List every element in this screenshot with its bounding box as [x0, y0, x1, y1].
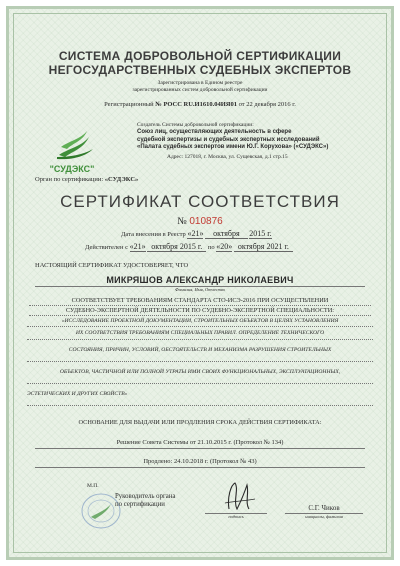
- registration-line: [9, 101, 391, 109]
- compliance-text: [29, 296, 371, 316]
- head-label: [115, 493, 175, 509]
- specialty-line2: ИХ СООТВЕТСТВИЯ ТРЕБОВАНИЯМ СПЕЦИАЛЬНЫХ ПРАВИЛ. ОПРЕДЕЛЕНИЕ ТЕХНИЧЕСКОГО: [27, 327, 373, 340]
- number-prefix: №: [177, 216, 187, 227]
- basis-rule2: [35, 467, 365, 468]
- compliance-line2: СУДЕБНО-ЭКСПЕРТНОЙ ДЕЯТЕЛЬНОСТИ ПО СУДЕБНО-ЭКСПЕРТНОЙ СПЕЦИАЛЬНОСТИ:: [29, 306, 371, 316]
- valid-from-day: «21»: [129, 242, 146, 251]
- certificate-number-line: [9, 216, 391, 227]
- valid-to-day: «20»: [216, 242, 233, 251]
- entry-date-label: Дата внесения в Реестр: [121, 231, 186, 238]
- signer-name: С.Г. Чиков: [308, 504, 340, 512]
- compliance-line1: СООТВЕТСТВУЕТ ТРЕБОВАНИЯМ СТАНДАРТА СТО-ИСЭ-2016 ПРИ ОСУЩЕСТВЛЕНИИ: [29, 296, 371, 306]
- handwritten-signature: [221, 479, 257, 513]
- certificate-title: СЕРТИФИКАТ СООТВЕТСТВИЯ: [60, 192, 340, 211]
- system-title-line2: НЕГОСУДАРСТВЕННЫХ СУДЕБНЫХ ЭКСПЕРТОВ: [48, 63, 352, 77]
- basis-label: ОСНОВАНИЕ ДЛЯ ВЫДАЧИ ИЛИ ПРОДЛЕНИЯ СРОКА ДЕЙСТВИЯ СЕРТИФИКАТА:: [78, 419, 322, 426]
- head-label-line2: по сертификации: [115, 501, 165, 508]
- creator-line3: «Палата судебных экспертов имени Ю.Г. Корухова» («СУДЭКС»): [137, 144, 329, 150]
- registry-note-line1: Зарегистрирована в Едином реестре: [157, 80, 243, 86]
- holder-name: МИКРЯШОВ АЛЕКСАНДР НИКОЛАЕВИЧ: [106, 275, 294, 285]
- certifies-text: НАСТОЯЩИЙ СЕРТИФИКАТ УДОСТОВЕРЯЕТ, ЧТО: [35, 262, 189, 269]
- specialty-text: [27, 316, 373, 406]
- basis-line1: [35, 439, 365, 446]
- sudeks-emblem-icon: [45, 127, 99, 161]
- signature-icon: [221, 479, 257, 513]
- system-title-line1: СИСТЕМА ДОБРОВОЛЬНОЙ СЕРТИФИКАЦИИ: [58, 49, 342, 63]
- signature-caption: подпись: [228, 514, 244, 519]
- basis-line2: [35, 458, 365, 465]
- logo-text: "СУДЭКС": [49, 164, 95, 174]
- organ-line: [35, 176, 138, 184]
- validity-line: [85, 243, 293, 252]
- stamp-label: М.П.: [87, 483, 99, 489]
- creator-address: Адрес: 127018, г. Москва, ул. Сущевская, д.1 стр.15: [167, 153, 288, 160]
- system-title: [9, 49, 391, 77]
- basis-rule1: [35, 448, 365, 449]
- name-caption: Фамилия, Имя, Отчество: [175, 287, 225, 292]
- basis-decision: Решение Совета Системы от 21.10.2015 г. (Протокол № 134): [116, 439, 284, 446]
- registry-note-line2: зарегистрированных систем добровольной сертификации: [132, 87, 268, 93]
- entry-date-line: [121, 230, 272, 239]
- valid-to-label: по: [207, 244, 215, 251]
- registration-label: Регистрационный: [104, 101, 154, 108]
- organ-label: Орган по сертификации:: [35, 176, 104, 183]
- signer-caption: инициалы, фамилия: [305, 514, 343, 519]
- entry-year: 2015 г.: [249, 229, 272, 238]
- entry-day: «21»: [187, 229, 204, 238]
- valid-from-month: октября 2015 г.: [147, 242, 206, 252]
- specialty-line5: ЭСТЕТИЧЕСКИХ И ДРУГИХ СВОЙСТВ»: [27, 384, 373, 406]
- creator-label: Создатель Системы добровольной сертификации:: [137, 122, 254, 128]
- creator-line1: Союз лиц, осуществляющих деятельность в сфере: [137, 129, 292, 135]
- basis-extension: Продлено: 24.10.2018 г. (Протокол № 43): [143, 458, 257, 465]
- specialty-line4: ОБЪЕКТОВ, ЧАСТИЧНОЙ ИЛИ ПОЛНОЙ УТРАТЫ ИМИ СВОИХ ФУНКЦИОНАЛЬНЫХ, ЭКСПЛУАТАЦИОННЫХ,: [27, 362, 373, 384]
- creator-block: [137, 122, 377, 161]
- head-label-line1: Руководитель органа: [115, 493, 176, 500]
- sudeks-logo: [45, 127, 99, 174]
- certificate-number: 010876: [189, 216, 223, 227]
- valid-from-label: Действителен с: [85, 244, 128, 251]
- creator-name: [137, 129, 377, 152]
- registration-number: № РОСС RU.И1610.04ИЯ01: [155, 101, 237, 108]
- certificate-frame: [6, 6, 394, 560]
- entry-month: октября: [205, 229, 248, 239]
- registration-date: от 22 декабря 2016 г.: [238, 101, 296, 108]
- organ-value: «СУДЭКС»: [104, 176, 139, 183]
- creator-line2: судебной экспертизы и судебных экспертных исследований: [137, 136, 320, 143]
- registry-note: [9, 80, 391, 94]
- specialty-line3: СОСТОЯНИЯ, ПРИЧИН, УСЛОВИЙ, ОБСТОЯТЕЛЬСТВ И МЕХАНИЗМА РАЗРУШЕНИЯ СТРОИТЕЛЬНЫХ: [27, 340, 373, 362]
- valid-to-month: октября 2021 г.: [234, 242, 293, 252]
- specialty-line1: «ИССЛЕДОВАНИЕ ПРОЕКТНОЙ ДОКУМЕНТАЦИИ, СТРОИТЕЛЬНЫХ ОБЪЕКТОВ В ЦЕЛЯХ УСТАНОВЛЕНИЯ: [27, 316, 373, 327]
